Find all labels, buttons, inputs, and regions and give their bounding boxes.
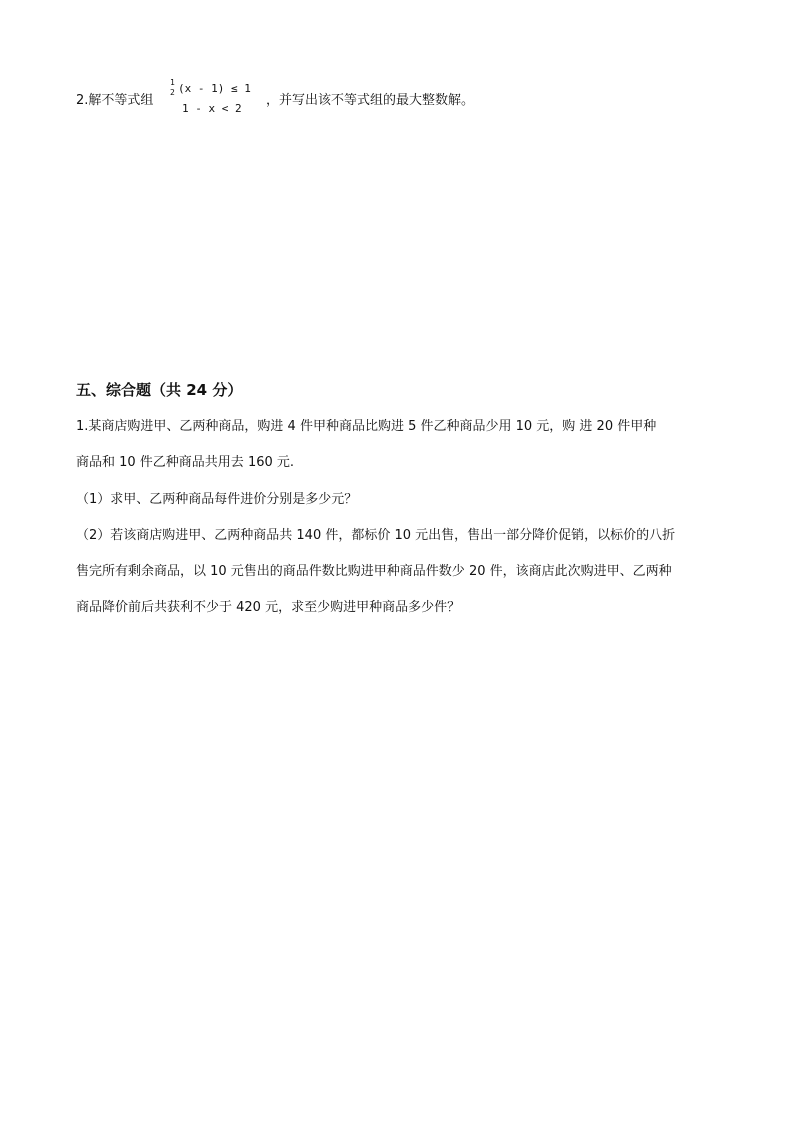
fraction-numerator: 1 xyxy=(170,78,175,87)
question-2-suffix: ，并写出该不等式组的最大整数解。 xyxy=(266,93,475,108)
inequality-2: 1 - x < 2 xyxy=(182,102,242,115)
q1-part-2-line-3: 商品降价前后共获利不少于 420 元，求至少购进甲种商品多少件？ xyxy=(76,600,461,615)
q1-part-1: （1）求甲、乙两种商品每件进价分别是多少元？ xyxy=(76,492,358,507)
question-2-prefix: 2.解不等式组 xyxy=(76,93,154,108)
inequality-1: (x - 1) ≤ 1 xyxy=(178,82,251,95)
q1-line-2: 商品和 10 件乙种商品共用去 160 元. xyxy=(76,455,295,470)
fraction-denominator: 2 xyxy=(170,88,175,97)
inequality-system xyxy=(168,78,268,118)
q1-part-2-line-2: 售完所有剩余商品，以 10 元售出的商品件数比购进甲种商品件数少 20 件，该商店此次购进甲、乙两种 xyxy=(76,564,672,579)
q1-part-2-line-1: （2）若该商店购进甲、乙两种商品共 140 件，都标价 10 元出售，售出一部分降价促销，以标价的八折 xyxy=(76,528,676,543)
section-5-title: 五、综合题（共 24 分） xyxy=(76,381,243,399)
q1-line-1: 1.某商店购进甲、乙两种商品，购进 4 件甲种商品比购进 5 件乙种商品少用 10 元，购 进 20 件甲种 xyxy=(76,419,657,434)
